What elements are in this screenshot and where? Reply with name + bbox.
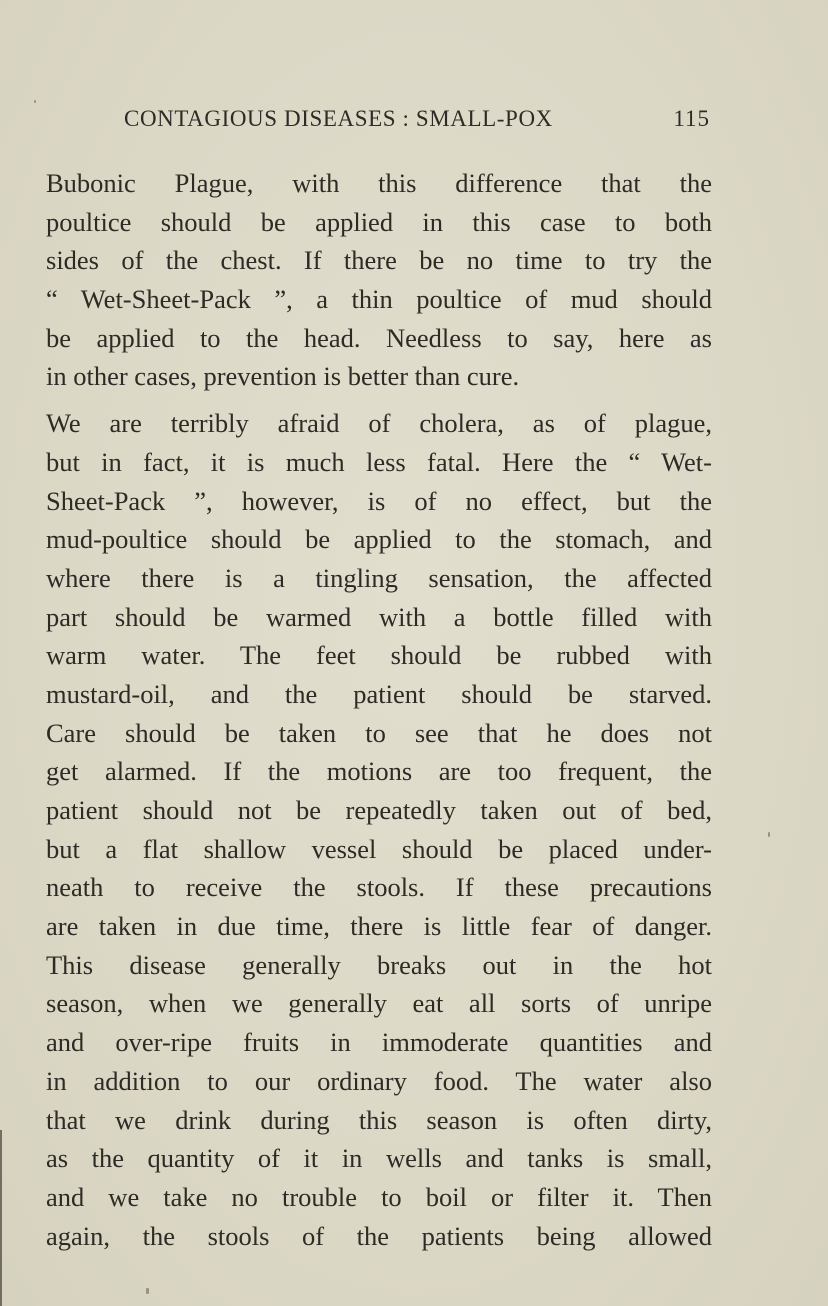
text-line: get alarmed. If the motions are too frequent, the: [46, 756, 712, 787]
body-text: [46, 164, 712, 1255]
text-line: in addition to our ordinary food. The water also: [46, 1065, 712, 1096]
text-line: Sheet-Pack ”, however, is of no effect, but the: [46, 485, 712, 516]
text-line: but in fact, it is much less fatal. Here the “ Wet-: [46, 446, 712, 477]
text-line: as the quantity of it in wells and tanks is small,: [46, 1143, 712, 1174]
text-line: be applied to the head. Needless to say, here as: [46, 322, 712, 353]
text-line: poultice should be applied in this case to both: [46, 206, 712, 237]
text-line: Bubonic Plague, with this difference that the: [46, 168, 712, 198]
paragraph-1: [46, 164, 712, 396]
text-line: and over-ripe fruits in immoderate quantities and: [46, 1027, 712, 1058]
text-line: “ Wet-Sheet-Pack ”, a thin poultice of mud should: [46, 284, 712, 315]
text-line: This disease generally breaks out in the hot: [46, 949, 712, 980]
text-line: We are terribly afraid of cholera, as of plague,: [46, 408, 712, 439]
text-line: that we drink during this season is often dirty,: [46, 1104, 712, 1135]
text-line: Care should be taken to see that he does not: [46, 717, 712, 748]
paper-speck: [146, 1288, 149, 1294]
paper-speck: [34, 100, 36, 103]
text-line: part should be warmed with a bottle filled with: [46, 601, 712, 632]
text-line: in other cases, prevention is better than cure.: [46, 361, 520, 392]
text-line: but a flat shallow vessel should be placed under-: [46, 833, 712, 864]
text-line: mud-poultice should be applied to the stomach, and: [46, 524, 712, 555]
text-line: sides of the chest. If there be no time to try the: [46, 245, 712, 276]
text-line: again, the stools of the patients being allowed: [46, 1220, 712, 1251]
paragraph-2: [46, 404, 712, 1255]
paper-speck: [768, 832, 770, 837]
text-line: season, when we generally eat all sorts of unripe: [46, 988, 712, 1019]
paragraph-gap: [46, 396, 712, 404]
page-number: 115: [673, 106, 710, 131]
text-line: patient should not be repeatedly taken out of bed,: [46, 795, 712, 825]
text-line: neath to receive the stools. If these precautions: [46, 872, 712, 903]
text-line: and we take no trouble to boil or filter it. Then: [46, 1181, 712, 1212]
running-head-title: CONTAGIOUS DISEASES : SMALL-POX: [124, 106, 553, 131]
running-head: [124, 106, 712, 140]
text-line: mustard-oil, and the patient should be starved.: [46, 678, 712, 709]
page-edge-shadow: [0, 1130, 2, 1306]
text-line: where there is a tingling sensation, the affected: [46, 562, 712, 593]
text-line: warm water. The feet should be rubbed with: [46, 640, 712, 671]
text-line: are taken in due time, there is little fear of danger.: [46, 911, 712, 942]
